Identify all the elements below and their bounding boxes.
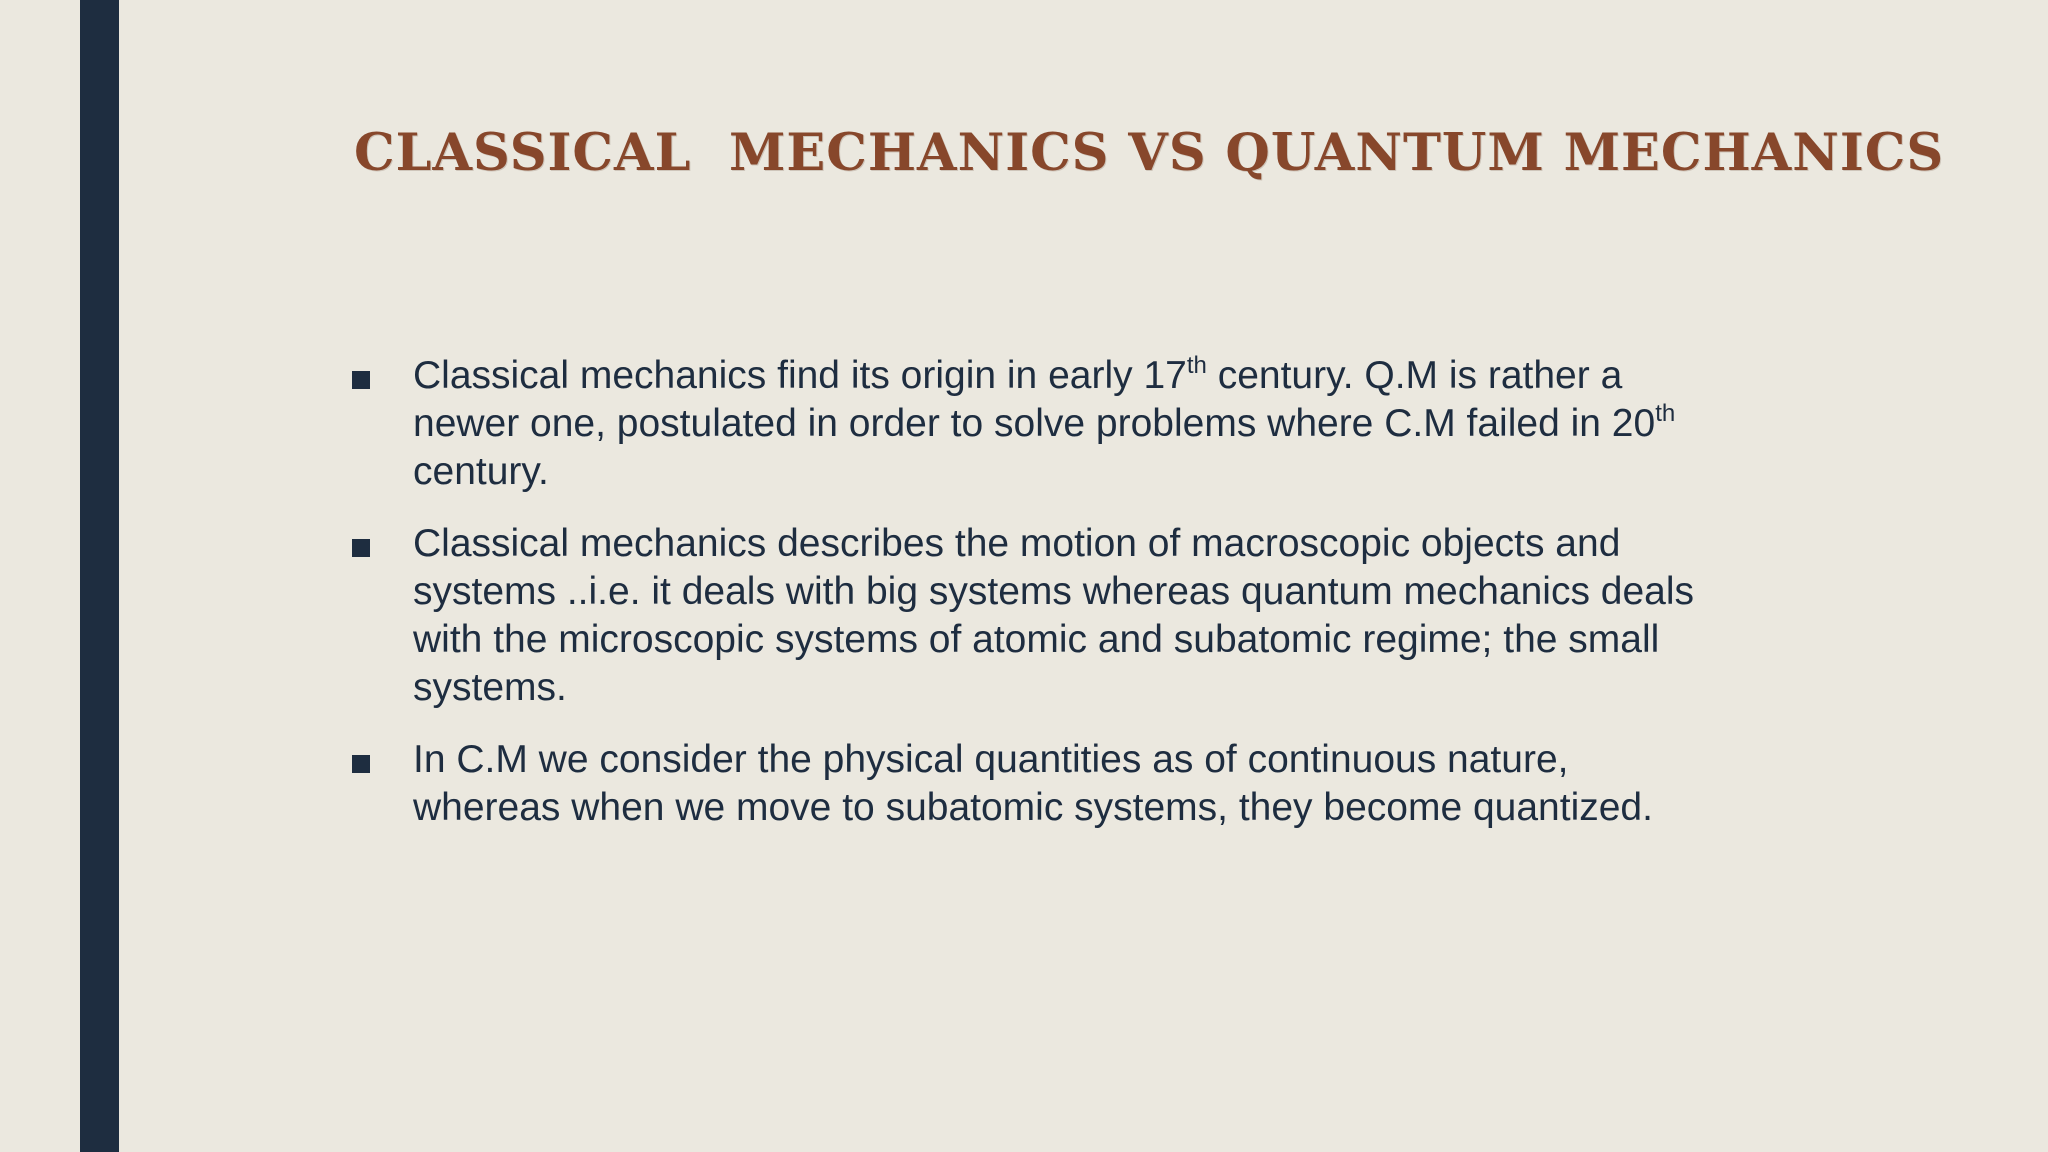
- bullet-item-scale: [348, 520, 1708, 712]
- superscript-ordinal: th: [1186, 352, 1207, 379]
- accent-bar: [80, 0, 119, 1152]
- bullet-text: century. Q.M is rather a newer one, postulated in order to solve problems where C.M failed in 20: [413, 354, 1656, 445]
- superscript-ordinal: th: [1655, 400, 1676, 427]
- square-bullet-icon: [352, 371, 370, 389]
- bullet-text: Classical mechanics describes the motion of macroscopic objects and systems ..i.e. it deals with big systems whereas quantum mechanics deals with the microscopic systems of atomic and subatomic regime; the small systems.: [413, 522, 1695, 709]
- bullet-text: In C.M we consider the physical quantities as of continuous nature, whereas when we move to subatomic systems, they become quantized.: [413, 738, 1653, 829]
- square-bullet-icon: [352, 539, 370, 557]
- bullet-text: century.: [413, 450, 549, 493]
- bullet-list: [348, 352, 1708, 856]
- bullet-text: Classical mechanics find its origin in early 17: [413, 354, 1187, 397]
- bullet-item-origin: [348, 352, 1708, 496]
- square-bullet-icon: [352, 755, 370, 773]
- bullet-item-quantization: [348, 736, 1708, 832]
- slide-title: CLASSICAL MECHANICS VS QUANTUM MECHANICS: [354, 123, 1945, 183]
